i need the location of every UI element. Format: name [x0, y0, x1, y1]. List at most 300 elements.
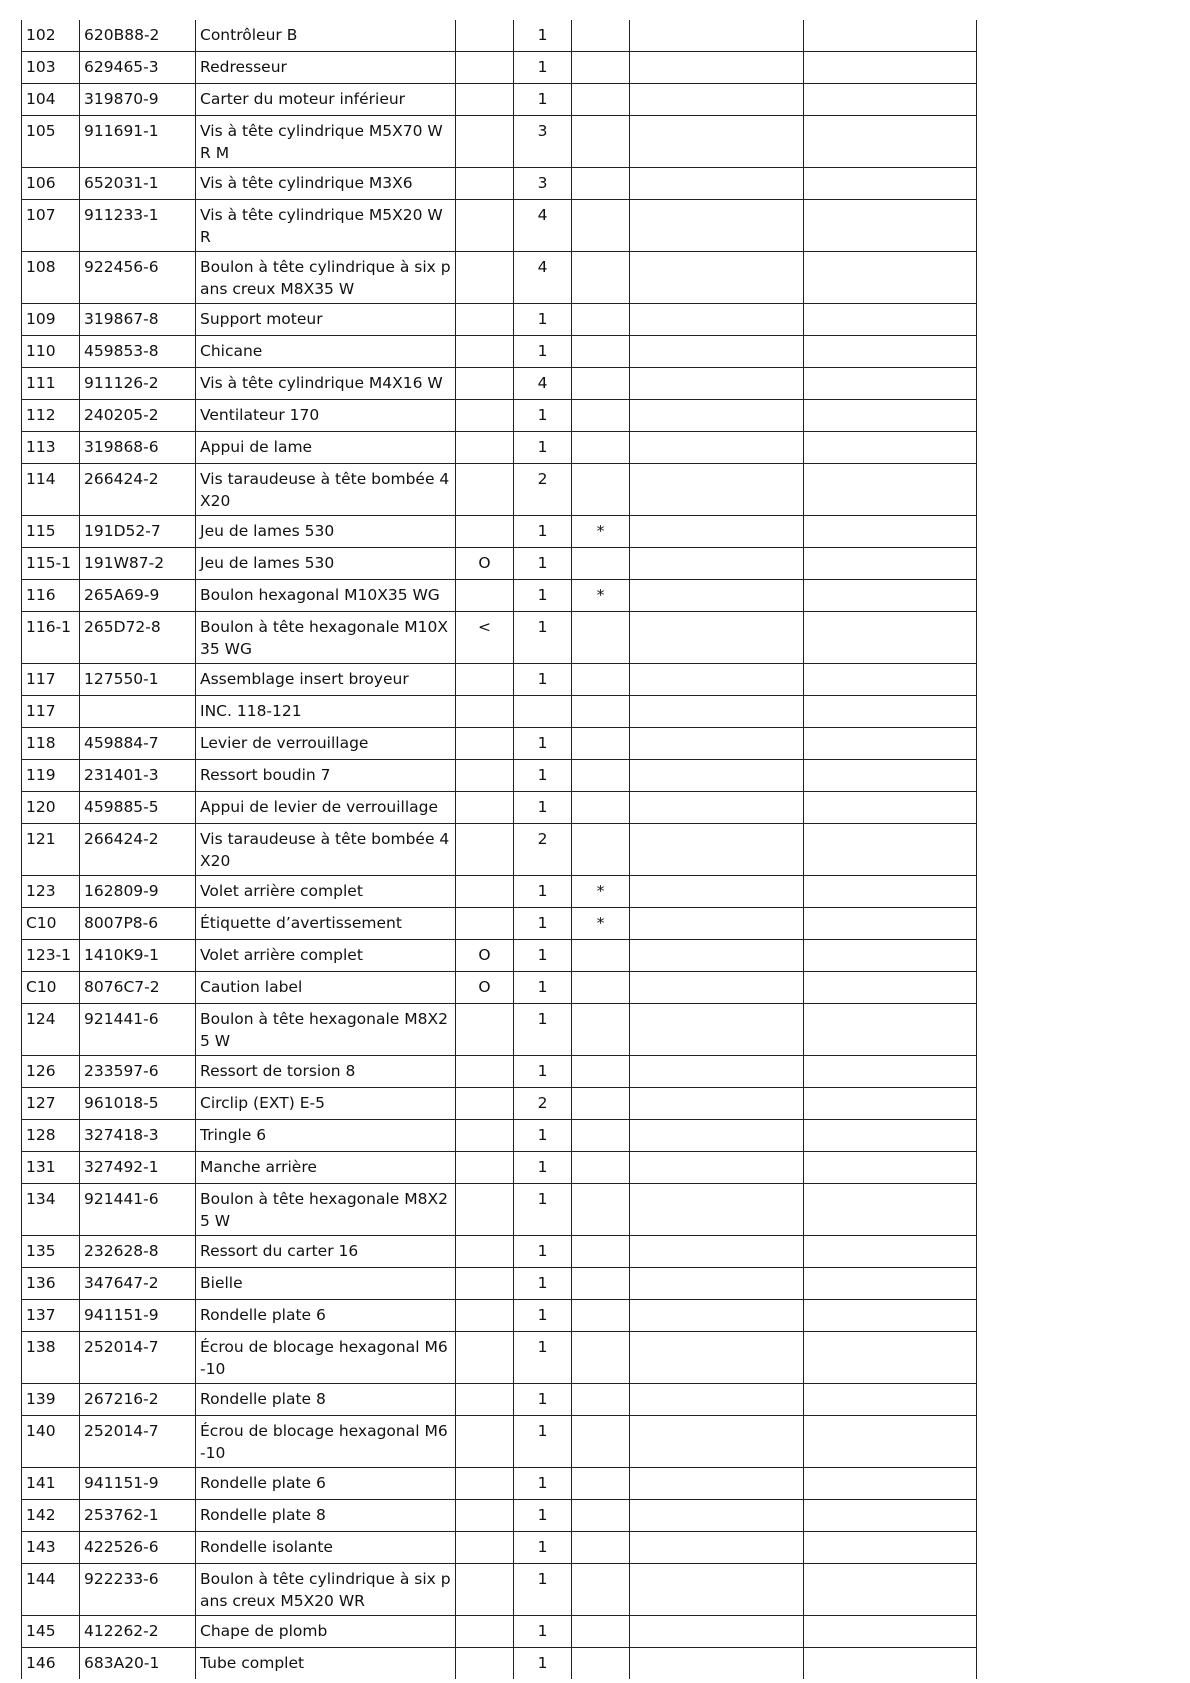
- note-cell: [572, 1152, 630, 1184]
- quantity-cell: [514, 696, 572, 728]
- item-number-cell: 116-1: [22, 612, 80, 664]
- blank-cell: [630, 760, 804, 792]
- blank-cell: [804, 464, 977, 516]
- blank-cell: [804, 908, 977, 940]
- item-number-cell: 102: [22, 20, 80, 52]
- quantity-cell: 3: [514, 116, 572, 168]
- blank-cell: [630, 84, 804, 116]
- item-number-cell: 137: [22, 1300, 80, 1332]
- note-cell: [572, 940, 630, 972]
- table-row: [22, 252, 977, 304]
- description-cell: Appui de lame: [196, 432, 456, 464]
- item-number-cell: 146: [22, 1648, 80, 1680]
- description-cell: INC. 118-121: [196, 696, 456, 728]
- blank-cell: [630, 116, 804, 168]
- blank-cell: [630, 1332, 804, 1384]
- table-row: [22, 516, 977, 548]
- table-row: [22, 52, 977, 84]
- note-cell: [572, 1268, 630, 1300]
- item-number-cell: 117: [22, 664, 80, 696]
- mark-cell: [456, 1648, 514, 1680]
- quantity-cell: 1: [514, 1004, 572, 1056]
- mark-cell: [456, 1268, 514, 1300]
- blank-cell: [804, 664, 977, 696]
- quantity-cell: 1: [514, 664, 572, 696]
- mark-cell: [456, 52, 514, 84]
- item-number-cell: 115-1: [22, 548, 80, 580]
- table-row: [22, 1468, 977, 1500]
- table-row: [22, 1500, 977, 1532]
- quantity-cell: 1: [514, 876, 572, 908]
- item-number-cell: 140: [22, 1416, 80, 1468]
- part-number-cell: 459853-8: [80, 336, 196, 368]
- description-cell: Boulon hexagonal M10X35 WG: [196, 580, 456, 612]
- table-row: [22, 728, 977, 760]
- note-cell: [572, 1500, 630, 1532]
- mark-cell: [456, 1120, 514, 1152]
- part-number-cell: [80, 696, 196, 728]
- part-number-cell: 265A69-9: [80, 580, 196, 612]
- quantity-cell: 1: [514, 432, 572, 464]
- table-row: [22, 760, 977, 792]
- note-cell: [572, 1416, 630, 1468]
- note-cell: [572, 1088, 630, 1120]
- table-row: [22, 1184, 977, 1236]
- blank-cell: [630, 168, 804, 200]
- note-cell: [572, 20, 630, 52]
- description-cell: Boulon à tête cylindrique à six pans creux M5X20 WR: [196, 1564, 456, 1616]
- description-cell: Rondelle isolante: [196, 1532, 456, 1564]
- blank-cell: [804, 728, 977, 760]
- part-number-cell: 629465-3: [80, 52, 196, 84]
- quantity-cell: 2: [514, 824, 572, 876]
- description-cell: Jeu de lames 530: [196, 516, 456, 548]
- part-number-cell: 911691-1: [80, 116, 196, 168]
- blank-cell: [804, 1616, 977, 1648]
- table-row: [22, 1120, 977, 1152]
- blank-cell: [630, 1056, 804, 1088]
- quantity-cell: 4: [514, 368, 572, 400]
- blank-cell: [630, 400, 804, 432]
- note-cell: [572, 1468, 630, 1500]
- blank-cell: [804, 368, 977, 400]
- table-row: [22, 464, 977, 516]
- blank-cell: [630, 1268, 804, 1300]
- blank-cell: [630, 580, 804, 612]
- note-cell: [572, 200, 630, 252]
- description-cell: Vis taraudeuse à tête bombée 4X20: [196, 464, 456, 516]
- blank-cell: [630, 972, 804, 1004]
- blank-cell: [630, 1236, 804, 1268]
- item-number-cell: 108: [22, 252, 80, 304]
- quantity-cell: 1: [514, 908, 572, 940]
- blank-cell: [630, 1300, 804, 1332]
- description-cell: Boulon à tête hexagonale M10X35 WG: [196, 612, 456, 664]
- item-number-cell: 138: [22, 1332, 80, 1384]
- blank-cell: [630, 1416, 804, 1468]
- description-cell: Boulon à tête cylindrique à six pans creux M8X35 W: [196, 252, 456, 304]
- description-cell: Support moteur: [196, 304, 456, 336]
- mark-cell: [456, 876, 514, 908]
- part-number-cell: 319870-9: [80, 84, 196, 116]
- table-row: [22, 1236, 977, 1268]
- blank-cell: [804, 1332, 977, 1384]
- mark-cell: [456, 760, 514, 792]
- item-number-cell: 123: [22, 876, 80, 908]
- blank-cell: [630, 1532, 804, 1564]
- table-row: [22, 548, 977, 580]
- quantity-cell: 1: [514, 1236, 572, 1268]
- blank-cell: [804, 1300, 977, 1332]
- note-cell: [572, 336, 630, 368]
- note-cell: *: [572, 516, 630, 548]
- blank-cell: [630, 336, 804, 368]
- note-cell: [572, 464, 630, 516]
- part-number-cell: 8007P8-6: [80, 908, 196, 940]
- description-cell: Chape de plomb: [196, 1616, 456, 1648]
- part-number-cell: 8076C7-2: [80, 972, 196, 1004]
- mark-cell: [456, 1416, 514, 1468]
- part-number-cell: 233597-6: [80, 1056, 196, 1088]
- blank-cell: [630, 1468, 804, 1500]
- quantity-cell: 2: [514, 1088, 572, 1120]
- item-number-cell: 121: [22, 824, 80, 876]
- quantity-cell: 1: [514, 940, 572, 972]
- mark-cell: [456, 1332, 514, 1384]
- item-number-cell: 106: [22, 168, 80, 200]
- mark-cell: [456, 580, 514, 612]
- table-row: [22, 1564, 977, 1616]
- description-cell: Ressort du carter 16: [196, 1236, 456, 1268]
- item-number-cell: 143: [22, 1532, 80, 1564]
- blank-cell: [630, 1616, 804, 1648]
- mark-cell: [456, 1236, 514, 1268]
- table-row: [22, 824, 977, 876]
- part-number-cell: 319867-8: [80, 304, 196, 336]
- blank-cell: [804, 20, 977, 52]
- quantity-cell: 1: [514, 516, 572, 548]
- table-row: [22, 1268, 977, 1300]
- description-cell: Jeu de lames 530: [196, 548, 456, 580]
- note-cell: *: [572, 580, 630, 612]
- description-cell: Tringle 6: [196, 1120, 456, 1152]
- table-row: [22, 368, 977, 400]
- table-row: [22, 972, 977, 1004]
- blank-cell: [630, 1004, 804, 1056]
- description-cell: Redresseur: [196, 52, 456, 84]
- item-number-cell: 123-1: [22, 940, 80, 972]
- blank-cell: [804, 1120, 977, 1152]
- part-number-cell: 941151-9: [80, 1300, 196, 1332]
- part-number-cell: 922233-6: [80, 1564, 196, 1616]
- blank-cell: [804, 824, 977, 876]
- table-row: [22, 20, 977, 52]
- note-cell: [572, 1564, 630, 1616]
- blank-cell: [630, 464, 804, 516]
- table-row: [22, 1532, 977, 1564]
- part-number-cell: 652031-1: [80, 168, 196, 200]
- note-cell: *: [572, 876, 630, 908]
- description-cell: Ressort de torsion 8: [196, 1056, 456, 1088]
- description-cell: Volet arrière complet: [196, 876, 456, 908]
- item-number-cell: 126: [22, 1056, 80, 1088]
- quantity-cell: 1: [514, 1332, 572, 1384]
- blank-cell: [804, 1236, 977, 1268]
- item-number-cell: 110: [22, 336, 80, 368]
- blank-cell: [804, 1152, 977, 1184]
- quantity-cell: 1: [514, 20, 572, 52]
- table-row: [22, 580, 977, 612]
- table-row: [22, 1616, 977, 1648]
- item-number-cell: 114: [22, 464, 80, 516]
- blank-cell: [804, 760, 977, 792]
- table-row: [22, 200, 977, 252]
- parts-table-body: [22, 20, 977, 1679]
- part-number-cell: 911233-1: [80, 200, 196, 252]
- part-number-cell: 240205-2: [80, 400, 196, 432]
- blank-cell: [630, 664, 804, 696]
- item-number-cell: 134: [22, 1184, 80, 1236]
- blank-cell: [630, 792, 804, 824]
- mark-cell: [456, 1184, 514, 1236]
- mark-cell: [456, 20, 514, 52]
- table-row: [22, 432, 977, 464]
- part-number-cell: 252014-7: [80, 1332, 196, 1384]
- note-cell: [572, 52, 630, 84]
- mark-cell: [456, 1468, 514, 1500]
- quantity-cell: 1: [514, 548, 572, 580]
- blank-cell: [630, 304, 804, 336]
- note-cell: [572, 1300, 630, 1332]
- description-cell: Boulon à tête hexagonale M8X25 W: [196, 1004, 456, 1056]
- table-row: [22, 336, 977, 368]
- blank-cell: [804, 200, 977, 252]
- blank-cell: [804, 1268, 977, 1300]
- item-number-cell: 119: [22, 760, 80, 792]
- table-row: [22, 792, 977, 824]
- blank-cell: [630, 1120, 804, 1152]
- blank-cell: [804, 1532, 977, 1564]
- blank-cell: [630, 20, 804, 52]
- note-cell: [572, 1332, 630, 1384]
- note-cell: [572, 1532, 630, 1564]
- item-number-cell: 136: [22, 1268, 80, 1300]
- item-number-cell: C10: [22, 972, 80, 1004]
- note-cell: [572, 1184, 630, 1236]
- blank-cell: [630, 612, 804, 664]
- blank-cell: [804, 548, 977, 580]
- quantity-cell: 1: [514, 1648, 572, 1680]
- mark-cell: [456, 200, 514, 252]
- item-number-cell: 139: [22, 1384, 80, 1416]
- mark-cell: [456, 1532, 514, 1564]
- mark-cell: O: [456, 548, 514, 580]
- quantity-cell: 1: [514, 1384, 572, 1416]
- description-cell: Vis taraudeuse à tête bombée 4X20: [196, 824, 456, 876]
- mark-cell: O: [456, 972, 514, 1004]
- description-cell: Bielle: [196, 1268, 456, 1300]
- description-cell: Ventilateur 170: [196, 400, 456, 432]
- part-number-cell: 127550-1: [80, 664, 196, 696]
- note-cell: [572, 792, 630, 824]
- item-number-cell: 113: [22, 432, 80, 464]
- item-number-cell: 142: [22, 1500, 80, 1532]
- item-number-cell: 104: [22, 84, 80, 116]
- quantity-cell: 1: [514, 972, 572, 1004]
- blank-cell: [630, 1152, 804, 1184]
- blank-cell: [630, 52, 804, 84]
- blank-cell: [804, 612, 977, 664]
- item-number-cell: 135: [22, 1236, 80, 1268]
- blank-cell: [630, 728, 804, 760]
- quantity-cell: 1: [514, 760, 572, 792]
- note-cell: [572, 432, 630, 464]
- quantity-cell: 1: [514, 792, 572, 824]
- quantity-cell: 1: [514, 400, 572, 432]
- part-number-cell: 319868-6: [80, 432, 196, 464]
- description-cell: Circlip (EXT) E-5: [196, 1088, 456, 1120]
- part-number-cell: 422526-6: [80, 1532, 196, 1564]
- note-cell: [572, 548, 630, 580]
- mark-cell: [456, 1564, 514, 1616]
- quantity-cell: 1: [514, 728, 572, 760]
- blank-cell: [630, 1648, 804, 1680]
- item-number-cell: 117: [22, 696, 80, 728]
- blank-cell: [804, 1384, 977, 1416]
- part-number-cell: 232628-8: [80, 1236, 196, 1268]
- blank-cell: [804, 792, 977, 824]
- quantity-cell: 1: [514, 304, 572, 336]
- description-cell: Assemblage insert broyeur: [196, 664, 456, 696]
- note-cell: [572, 304, 630, 336]
- mark-cell: <: [456, 612, 514, 664]
- mark-cell: [456, 1004, 514, 1056]
- mark-cell: [456, 336, 514, 368]
- mark-cell: [456, 368, 514, 400]
- part-number-cell: 922456-6: [80, 252, 196, 304]
- part-number-cell: 921441-6: [80, 1004, 196, 1056]
- mark-cell: [456, 1500, 514, 1532]
- item-number-cell: 131: [22, 1152, 80, 1184]
- blank-cell: [804, 1184, 977, 1236]
- description-cell: Boulon à tête hexagonale M8X25 W: [196, 1184, 456, 1236]
- table-row: [22, 400, 977, 432]
- table-row: [22, 1300, 977, 1332]
- item-number-cell: C10: [22, 908, 80, 940]
- note-cell: [572, 1004, 630, 1056]
- blank-cell: [630, 368, 804, 400]
- description-cell: Écrou de blocage hexagonal M6-10: [196, 1416, 456, 1468]
- description-cell: Vis à tête cylindrique M3X6: [196, 168, 456, 200]
- quantity-cell: 1: [514, 52, 572, 84]
- table-row: [22, 696, 977, 728]
- note-cell: [572, 168, 630, 200]
- part-number-cell: 347647-2: [80, 1268, 196, 1300]
- blank-cell: [804, 1004, 977, 1056]
- part-number-cell: 253762-1: [80, 1500, 196, 1532]
- part-number-cell: 191W87-2: [80, 548, 196, 580]
- part-number-cell: 327418-3: [80, 1120, 196, 1152]
- part-number-cell: 267216-2: [80, 1384, 196, 1416]
- blank-cell: [630, 1564, 804, 1616]
- quantity-cell: 1: [514, 1468, 572, 1500]
- mark-cell: [456, 1088, 514, 1120]
- description-cell: Contrôleur B: [196, 20, 456, 52]
- parts-table: [21, 20, 977, 1679]
- quantity-cell: 1: [514, 1616, 572, 1648]
- blank-cell: [804, 972, 977, 1004]
- part-number-cell: 1410K9-1: [80, 940, 196, 972]
- quantity-cell: 4: [514, 200, 572, 252]
- item-number-cell: 120: [22, 792, 80, 824]
- table-row: [22, 116, 977, 168]
- blank-cell: [630, 200, 804, 252]
- mark-cell: [456, 252, 514, 304]
- part-number-cell: 620B88-2: [80, 20, 196, 52]
- quantity-cell: 1: [514, 1416, 572, 1468]
- item-number-cell: 107: [22, 200, 80, 252]
- item-number-cell: 115: [22, 516, 80, 548]
- part-number-cell: 231401-3: [80, 760, 196, 792]
- table-row: [22, 908, 977, 940]
- table-row: [22, 1088, 977, 1120]
- note-cell: [572, 116, 630, 168]
- note-cell: [572, 1120, 630, 1152]
- blank-cell: [804, 84, 977, 116]
- description-cell: Rondelle plate 8: [196, 1384, 456, 1416]
- blank-cell: [630, 908, 804, 940]
- table-row: [22, 84, 977, 116]
- item-number-cell: 103: [22, 52, 80, 84]
- table-row: [22, 1648, 977, 1680]
- blank-cell: [630, 876, 804, 908]
- part-number-cell: 265D72-8: [80, 612, 196, 664]
- blank-cell: [804, 516, 977, 548]
- blank-cell: [804, 940, 977, 972]
- quantity-cell: 1: [514, 1056, 572, 1088]
- quantity-cell: 1: [514, 1300, 572, 1332]
- note-cell: [572, 728, 630, 760]
- item-number-cell: 128: [22, 1120, 80, 1152]
- quantity-cell: 4: [514, 252, 572, 304]
- part-number-cell: 961018-5: [80, 1088, 196, 1120]
- part-number-cell: 327492-1: [80, 1152, 196, 1184]
- part-number-cell: 911126-2: [80, 368, 196, 400]
- quantity-cell: 1: [514, 1152, 572, 1184]
- description-cell: Rondelle plate 8: [196, 1500, 456, 1532]
- blank-cell: [804, 580, 977, 612]
- table-row: [22, 1416, 977, 1468]
- blank-cell: [630, 1384, 804, 1416]
- note-cell: [572, 760, 630, 792]
- table-row: [22, 1384, 977, 1416]
- blank-cell: [630, 252, 804, 304]
- description-cell: Carter du moteur inférieur: [196, 84, 456, 116]
- blank-cell: [804, 1088, 977, 1120]
- description-cell: Appui de levier de verrouillage: [196, 792, 456, 824]
- mark-cell: [456, 1056, 514, 1088]
- blank-cell: [630, 1500, 804, 1532]
- note-cell: [572, 1236, 630, 1268]
- table-row: [22, 168, 977, 200]
- quantity-cell: 1: [514, 1500, 572, 1532]
- description-cell: Manche arrière: [196, 1152, 456, 1184]
- mark-cell: [456, 824, 514, 876]
- blank-cell: [630, 696, 804, 728]
- note-cell: [572, 1616, 630, 1648]
- description-cell: Écrou de blocage hexagonal M6-10: [196, 1332, 456, 1384]
- blank-cell: [804, 116, 977, 168]
